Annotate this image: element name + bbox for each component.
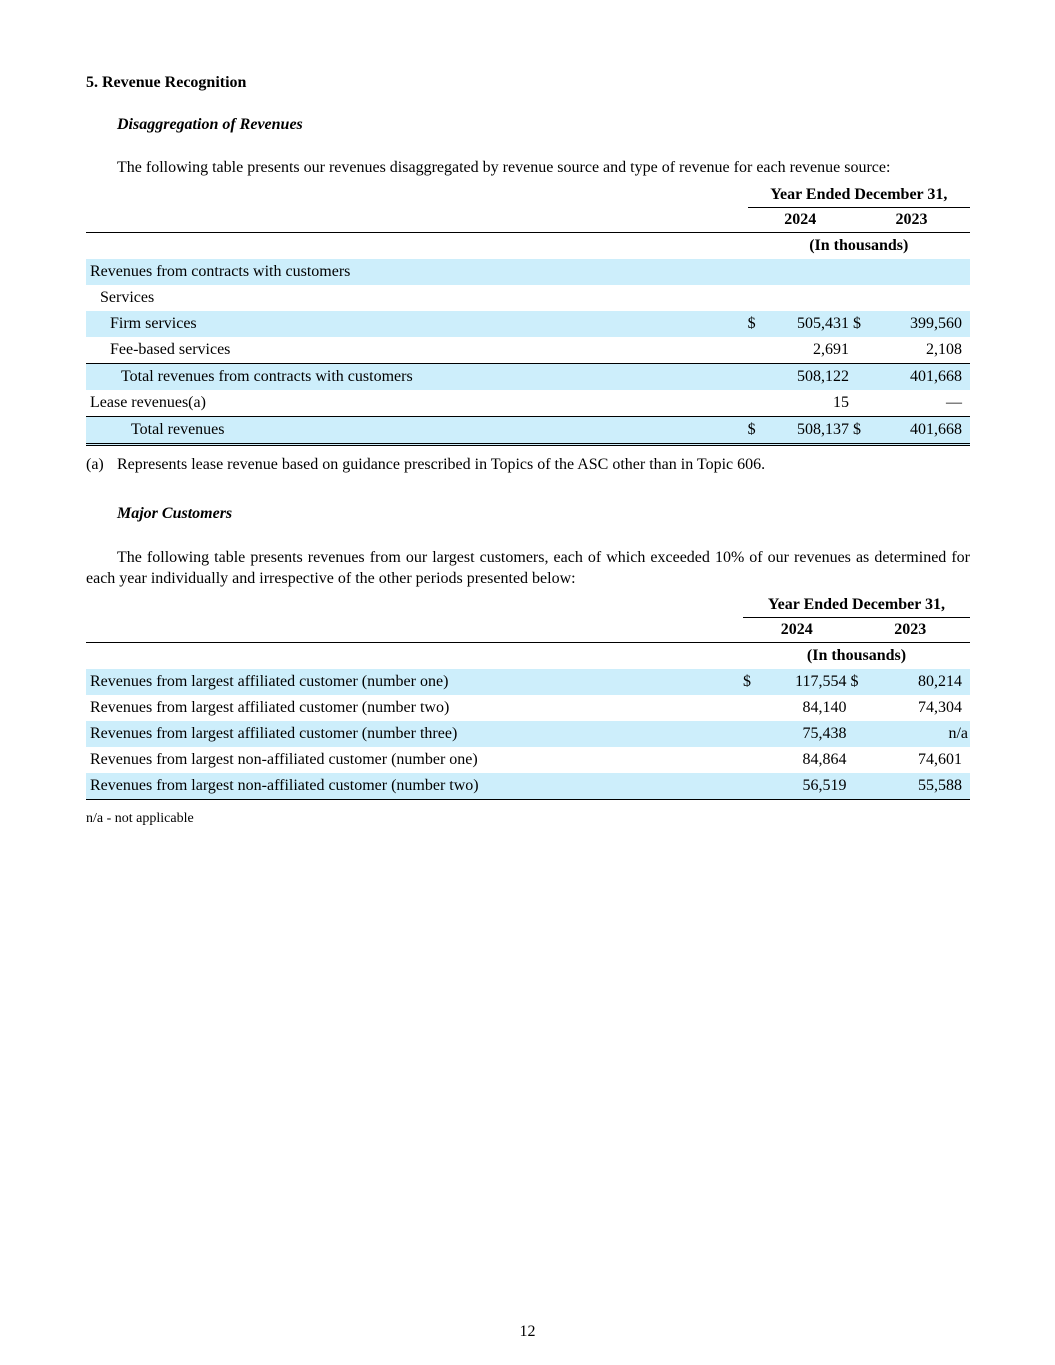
- value-2023: 80,214: [864, 669, 970, 695]
- footnote-text: Represents lease revenue based on guidance prescribed in Topics of the ASC other than in Topic 606.: [117, 456, 766, 473]
- currency-symbol: $: [851, 669, 865, 695]
- major-customers-table: [86, 593, 970, 800]
- value-2023: 74,601: [918, 751, 962, 768]
- currency-symbol: $: [743, 669, 757, 695]
- row-label: Total revenues: [86, 417, 748, 445]
- row-label: Revenues from largest non-affiliated customer (number one): [90, 751, 478, 768]
- footnote-a: [86, 456, 765, 474]
- row-label: Services: [100, 289, 155, 306]
- footnote-mark: (a): [86, 456, 104, 473]
- major-customers-subtitle: Major Customers: [117, 505, 233, 522]
- table-row: [86, 669, 970, 695]
- row-label: Revenues from largest non-affiliated customer (number two): [86, 773, 743, 800]
- value-2024: 84,864: [802, 751, 847, 768]
- major-customers-intro-text: The following table presents revenues from our largest customers, each of which exceeded 10% of our revenues as determined for each year individually and irrespective of the other periods presented below:: [86, 549, 970, 587]
- header-2024: 2024: [743, 618, 851, 643]
- header-row-period: [86, 183, 970, 208]
- disaggregation-intro: [86, 157, 970, 178]
- value-2023: 399,560: [867, 311, 970, 337]
- header-2023: 2023: [851, 618, 970, 643]
- units-row: [86, 643, 970, 670]
- table-row: [86, 695, 970, 721]
- table-row: [86, 364, 970, 391]
- value-2024: 84,140: [802, 699, 847, 716]
- value-2023: 74,304: [918, 699, 962, 716]
- disaggregation-table: [86, 183, 970, 446]
- value-2023: 401,668: [867, 417, 970, 445]
- row-label: Revenues from largest affiliated customer (number two): [90, 699, 450, 716]
- value-2024: 505,431: [761, 311, 853, 337]
- section-title: 5. Revenue Recognition: [86, 74, 247, 91]
- value-2024: 15: [761, 390, 853, 417]
- table-row: [86, 721, 970, 747]
- value-2023: —: [867, 390, 970, 417]
- header-period: Year Ended December 31,: [743, 593, 970, 618]
- value-2024: 508,122: [761, 364, 853, 391]
- header-period: Year Ended December 31,: [748, 183, 970, 208]
- currency-symbol: $: [748, 311, 762, 337]
- table-row: [86, 747, 970, 773]
- value-2023: n/a: [864, 721, 970, 747]
- value-2024: 56,519: [757, 773, 851, 800]
- table-row: [86, 285, 970, 311]
- header-row-period: [86, 593, 970, 618]
- header-row-years: [86, 208, 970, 233]
- row-label: Total revenues from contracts with customers: [86, 364, 748, 391]
- row-label: Revenues from contracts with customers: [86, 259, 748, 285]
- header-row-years: [86, 618, 970, 643]
- table-row: [86, 390, 970, 417]
- row-label: Lease revenues(a): [86, 390, 748, 417]
- na-note: n/a - not applicable: [86, 811, 194, 826]
- currency-symbol: $: [853, 311, 867, 337]
- value-2024: 2,691: [813, 341, 849, 358]
- row-label: Revenues from largest affiliated customer (number one): [86, 669, 743, 695]
- major-customers-intro: [86, 547, 970, 589]
- disaggregation-subtitle: Disaggregation of Revenues: [117, 116, 303, 133]
- units-row: [86, 233, 970, 260]
- currency-symbol: $: [853, 417, 867, 445]
- value-2024: 75,438: [757, 721, 851, 747]
- value-2023: 2,108: [926, 341, 962, 358]
- table-row: [86, 311, 970, 337]
- value-2023: 401,668: [867, 364, 970, 391]
- row-label: Firm services: [86, 311, 748, 337]
- page-number: 12: [519, 1323, 536, 1340]
- units-label: (In thousands): [806, 647, 907, 664]
- header-2024: 2024: [748, 208, 853, 233]
- table-row: [86, 337, 970, 364]
- table-row: [86, 773, 970, 800]
- currency-symbol: $: [748, 417, 762, 445]
- table-row-total: [86, 417, 970, 445]
- row-label: Fee-based services: [110, 341, 231, 358]
- value-2024: 508,137: [761, 417, 853, 445]
- value-2023: 55,588: [864, 773, 970, 800]
- table-row: [86, 259, 970, 285]
- header-2023: 2023: [853, 208, 970, 233]
- value-2024: 117,554: [757, 669, 851, 695]
- disaggregation-intro-text: The following table presents our revenues disaggregated by revenue source and type of revenue for each revenue source:: [117, 159, 891, 176]
- units-label: (In thousands): [809, 237, 909, 254]
- row-label: Revenues from largest affiliated customer (number three): [86, 721, 743, 747]
